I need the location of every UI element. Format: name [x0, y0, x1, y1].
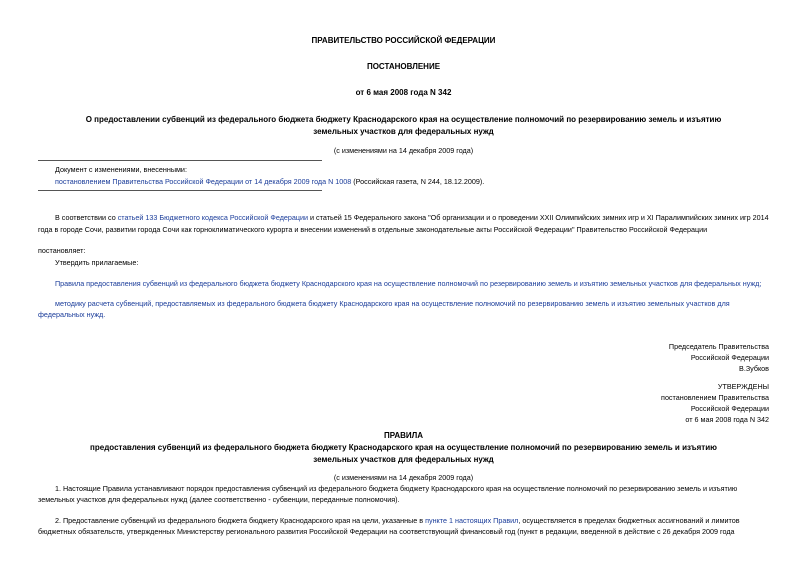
signature-name: В.Зубков [739, 364, 769, 373]
approval-line1: УТВЕРЖДЕНЫ [717, 382, 769, 391]
preamble-text-a: В соответствии со [55, 213, 118, 222]
decides-label: постановляет: [38, 246, 86, 255]
point2-line2: бюджетных обязательств, утвержденных Министерству регионального развития Российской Федерации на соответствующий финансовый год (пункт в редакции, введенной в действие с 26 декабря 2009 года [38, 527, 735, 536]
signature-position-line2: Российской Федерации [690, 353, 769, 362]
doc-type-heading: ПОСТАНОВЛЕНИЕ [366, 62, 441, 71]
approval-line2: постановлением Правительства [661, 393, 769, 402]
changes-top-rule [38, 160, 322, 161]
document-title-line1: О предоставлении субвенций из федерального бюджета бюджету Краснодарского края на осуществление полномочий по резервированию земель и изъятию [85, 115, 722, 124]
preamble-line2: года в городе Сочи, развитии города Сочи как горноклиматического курорта и внесении изменений в отдельные законодательные акты Российской Федерации" Правительство Российской Федерации [38, 225, 708, 234]
point1-line1: 1. Настоящие Правила устанавливают порядок предоставления субвенций из федерального бюджета бюджету Краснодарского края на осуществление полномочий по резервированию земель и изъятию [55, 484, 738, 493]
point2-text-b: , осуществляется в пределах бюджетных ассигнований и лимитов [518, 516, 740, 525]
date-number: от 6 мая 2008 года N 342 [355, 88, 452, 97]
point2-text-a: 2. Предоставление субвенций из федерального бюджета бюджету Краснодарского края на цели, указанные в [55, 516, 426, 525]
amendment-source: (Российская газета, N 244, 18.12.2009). [351, 177, 485, 186]
changes-intro: Документ с изменениями, внесенными: [55, 165, 187, 174]
changes-bottom-rule [38, 190, 322, 191]
rules-link[interactable]: Правила предоставления субвенций из федерального бюджета бюджету Краснодарского края на осуществление полномочий по резервированию земель и изъятию земельных участков для федеральных нужд; [55, 279, 762, 288]
rules-subtitle-line1: предоставления субвенций из федерального бюджета бюджету Краснодарского края на осуществление полномочий по резервированию земель и изъятию [90, 443, 717, 452]
amendment-note: (с изменениями на 14 декабря 2009 года) [333, 146, 474, 155]
point2-line1 [55, 516, 740, 525]
changes-reference [55, 177, 484, 186]
signature-position-line1: Председатель Правительства [668, 342, 769, 351]
amendment-link[interactable]: постановлением Правительства Российской Федерации от 14 декабря 2009 года N 1008 [55, 177, 352, 186]
approve-label: Утвердить прилагаемые: [55, 258, 139, 267]
approval-line4: от 6 мая 2008 года N 342 [685, 415, 769, 424]
government-heading: ПРАВИТЕЛЬСТВО РОССИЙСКОЙ ФЕДЕРАЦИИ [311, 36, 496, 45]
rules-amendment-note: (с изменениями на 14 декабря 2009 года) [333, 473, 474, 482]
document-title-line2: земельных участков для федеральных нужд [313, 127, 494, 136]
methodology-link-line2[interactable]: федеральных нужд. [38, 310, 106, 319]
signature-block [500, 341, 769, 374]
rules-subtitle-line2: земельных участков для федеральных нужд [313, 455, 494, 464]
preamble-text-b: и статьей 15 Федерального закона "Об организации и о проведении XXII Олимпийских зимних игр и XI Паралимпийских зимних игр 2014 [308, 213, 769, 222]
approval-line3: Российской Федерации [690, 404, 769, 413]
preamble-line1 [55, 213, 769, 222]
approval-block [500, 381, 769, 425]
rules-title: ПРАВИЛА [383, 431, 424, 440]
point1-reference-link[interactable]: пункте 1 настоящих Правил [425, 516, 519, 525]
methodology-link-line1[interactable]: методику расчета субвенций, предоставляемых из федерального бюджета бюджету Краснодарского края на осуществление полномочий по резервированию земель и изъятию земельных участков для [55, 299, 730, 308]
point1-line2: земельных участков для федеральных нужд (далее соответственно - субвенции, переданные полномочия). [38, 495, 400, 504]
budget-code-link[interactable]: статьей 133 Бюджетного кодекса Российской Федерации [117, 213, 309, 222]
